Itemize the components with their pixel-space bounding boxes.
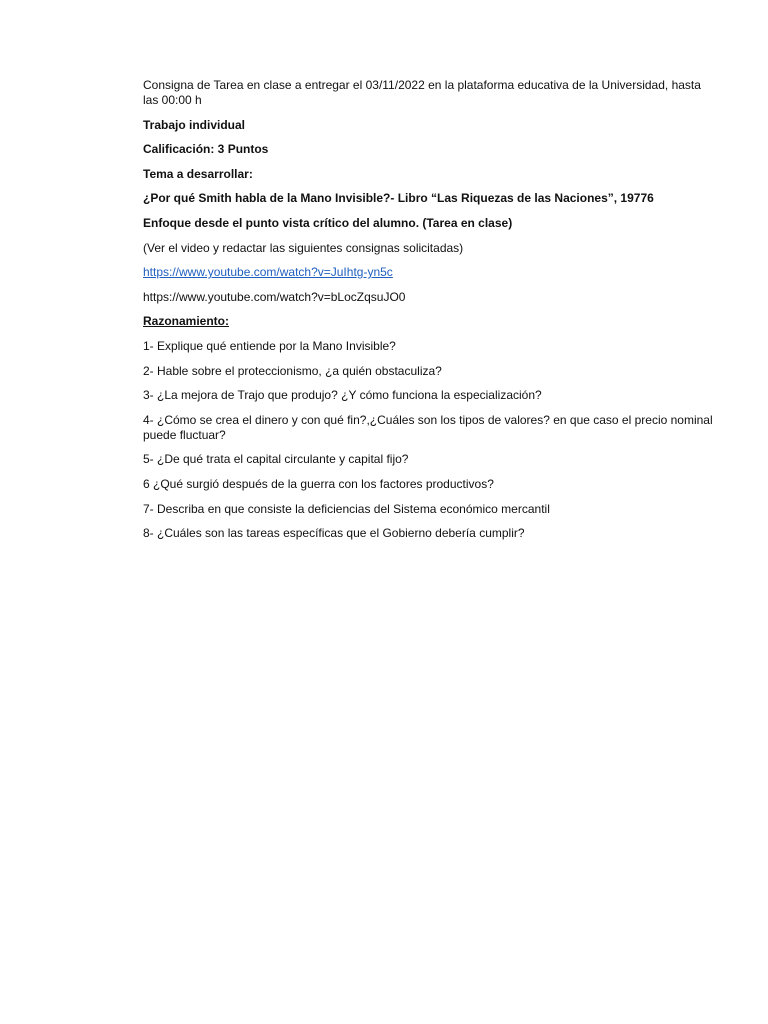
video-link-1[interactable]: https://www.youtube.com/watch?v=JuIhtg-yn5c [143, 265, 393, 280]
question-2: 2- Hable sobre el proteccionismo, ¿a quién obstaculiza? [143, 363, 442, 378]
question-7: 7- Describa en que consiste la deficiencias del Sistema económico mercantil [143, 501, 550, 516]
work-type: Trabajo individual [143, 117, 246, 132]
question-6: 6 ¿Qué surgió después de la guerra con los factores productivos? [143, 476, 494, 491]
question-8: 8- ¿Cuáles son las tareas específicas que el Gobierno debería cumplir? [143, 526, 525, 541]
question-4: 4- ¿Cómo se crea el dinero y con qué fin?,¿Cuáles son los tipos de valores? en que caso el precio nominal puede fluctuar? [143, 412, 713, 442]
reasoning-heading: Razonamiento: [143, 314, 230, 329]
document-body [143, 78, 718, 551]
question-5: 5- ¿De qué trata el capital circulante y capital fijo? [143, 452, 409, 467]
instruction-line: (Ver el video y redactar las siguientes consignas solicitadas) [143, 240, 464, 255]
grade-line: Calificación: 3 Puntos [143, 142, 269, 157]
approach-line: Enfoque desde el punto vista crítico del alumno. (Tarea en clase) [143, 215, 513, 230]
assignment-intro: Consigna de Tarea en clase a entregar el 03/11/2022 en la plataforma educativa de la Universidad, hasta las 00:00 h [143, 78, 701, 107]
topic-label: Tema a desarrollar: [143, 166, 253, 181]
question-1: 1- Explique qué entiende por la Mano Invisible? [143, 338, 396, 353]
video-link-1-row [143, 265, 718, 280]
main-question: ¿Por qué Smith habla de la Mano Invisible?- Libro “Las Riquezas de las Naciones”, 19776 [143, 191, 654, 206]
video-link-2: https://www.youtube.com/watch?v=bLocZqsuJO0 [143, 289, 406, 304]
question-3: 3- ¿La mejora de Trajo que produjo? ¿Y cómo funciona la especialización? [143, 388, 542, 403]
